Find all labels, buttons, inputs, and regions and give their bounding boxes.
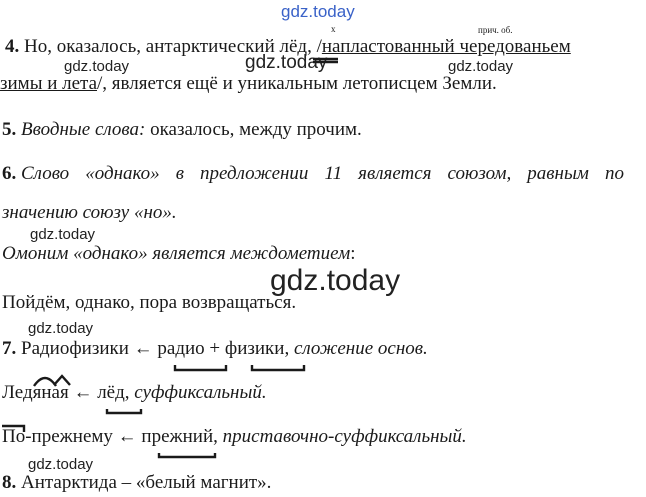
item-6-word: Слово (21, 163, 70, 184)
watermark-6: gdz.today (28, 456, 94, 473)
word-ledyanaya: Ледяная (2, 382, 69, 403)
item-5-text: оказалось, между прочим. (150, 119, 362, 140)
item-6-word: «однако» (85, 163, 160, 184)
item-4-participle-phrase-1: напластованный чередованьем (321, 36, 571, 57)
item-6-word: 11 (324, 163, 343, 184)
item-6-word: является (358, 163, 432, 184)
subject-double-underline (313, 59, 338, 62)
root-mark-radio (175, 365, 226, 370)
watermark-3: gdz.today (448, 58, 514, 75)
item-6-number: 6. (2, 163, 17, 184)
participle-annotation: прич. об. (478, 25, 513, 35)
prefix-mark-po (2, 426, 24, 432)
watermark-4: gdz.today (30, 226, 96, 243)
source-led: лёд (97, 382, 125, 403)
root-mark-prezhniy (159, 453, 215, 457)
word-radiofiziki: Радиофизики (21, 338, 129, 359)
watermark-1: gdz.today (64, 58, 130, 75)
root-arc-ledyanaya (34, 378, 56, 386)
comma-3: , (213, 426, 218, 447)
item-8-number: 8. (2, 472, 17, 493)
arrow-3: ← (117, 426, 137, 447)
watermark-top: gdz.today (281, 2, 355, 21)
method-compounding: сложение основ. (293, 338, 428, 359)
watermark-big: gdz.today (270, 264, 401, 297)
homonym-colon: : (350, 243, 356, 264)
item-4-text-end: /, является ещё и уникальным летописцем Земли. (97, 73, 497, 94)
item-6-line-2: значению союзу «но». (2, 202, 177, 223)
method-suffixal: суффиксальный. (134, 382, 267, 403)
plus-sign: + (209, 338, 221, 359)
source-prezhniy: прежний (141, 426, 214, 447)
item-6-word: по (604, 163, 624, 184)
watermark-5: gdz.today (28, 320, 94, 337)
homonym-label: Омоним «однако» является междометием (2, 243, 351, 264)
arrow-2: ← (73, 382, 93, 403)
item-6-word: союзом, (447, 163, 512, 184)
item-4-participle-phrase-2: зимы и лета (0, 73, 98, 94)
comma-2: , (124, 382, 130, 403)
item-6-example: Пойдём, однако, пора возвращаться. (2, 292, 297, 313)
part-radio: радио (157, 338, 205, 359)
suffix-mark-ledyanaya (54, 376, 70, 385)
item-6-word: в (175, 163, 184, 184)
item-6-word: равным (527, 163, 589, 184)
item-5-number: 5. (2, 119, 17, 140)
comma-1: , (284, 338, 290, 359)
item-6-word: предложении (200, 163, 309, 184)
subject-mark: x (331, 24, 336, 34)
item-5-label: Вводные слова: (21, 119, 146, 140)
root-mark-fiziki (252, 365, 304, 370)
item-8-text: Антарктида – «белый магнит». (21, 472, 272, 493)
part-fiziki: физики (224, 338, 285, 359)
method-prefix-suffixal: приставочно-суффиксальный. (222, 426, 467, 447)
word-po-prezhnemu: По-прежнему (2, 426, 113, 447)
watermark-2: gdz.today (245, 52, 328, 73)
arrow-1: ← (133, 338, 153, 359)
item-7-number: 7. (2, 338, 17, 359)
item-4-subject: лёд (279, 36, 308, 57)
item-4-punct: , / (307, 36, 322, 57)
root-mark-led (107, 409, 141, 413)
item-4-text-start: Но, оказалось, антарктический (24, 36, 275, 57)
item-4-number: 4. (5, 36, 20, 57)
